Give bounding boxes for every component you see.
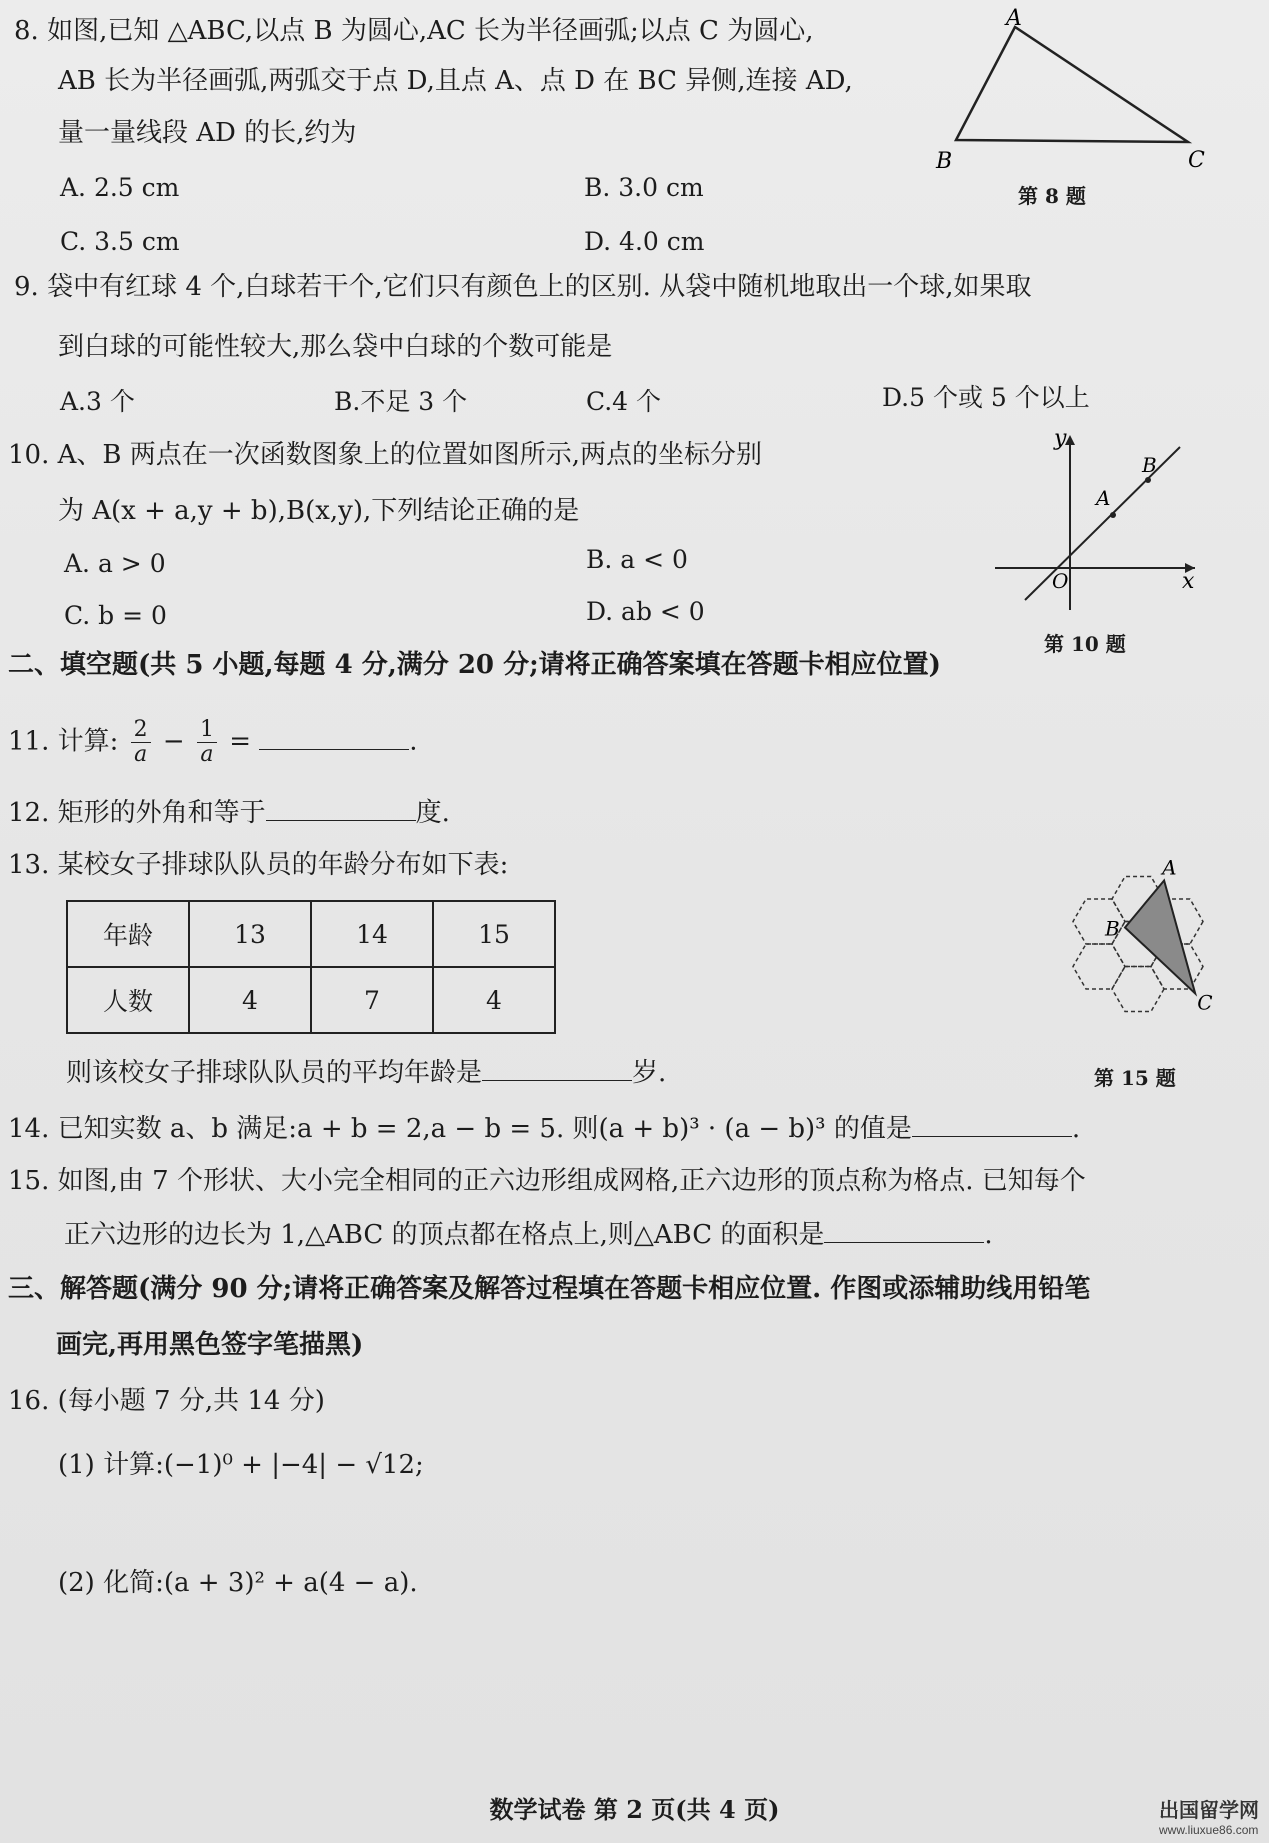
q11-minus: −	[162, 726, 185, 757]
label-a: A	[1096, 486, 1111, 510]
q16-part1: (1) 计算:(−1)⁰ + |−4| − √12;	[58, 1450, 424, 1480]
q8-line3: 量一量线段 AD 的长,约为	[58, 118, 357, 148]
section3-heading-line2: 画完,再用黑色签字笔描黑)	[56, 1330, 364, 1360]
q10-line1: 10. A、B 两点在一次函数图象上的位置如图所示,两点的坐标分别	[8, 440, 763, 470]
q9-option-b: B.不足 3 个	[334, 387, 468, 416]
q8-option-d: D. 4.0 cm	[584, 227, 705, 256]
label-y: y	[1054, 426, 1067, 451]
q11-fraction-1: $\frac{2}{a}$	[131, 718, 151, 767]
hexagon-cell	[1073, 944, 1125, 989]
q11-line	[8, 718, 418, 767]
q10-option-a: A. a > 0	[64, 549, 166, 578]
q15-line2	[64, 1216, 993, 1252]
label-a: A	[1162, 855, 1177, 880]
q15-line1: 15. 如图,由 7 个形状、大小完全相同的正六边形组成网格,正六边形的顶点称为格点. 已知每个	[8, 1166, 1086, 1196]
q10-caption: 第 10 题	[1044, 632, 1126, 656]
label-b: B	[1142, 453, 1157, 477]
q13-after	[66, 1054, 666, 1090]
label-c: C	[1197, 990, 1213, 1015]
q12-prefix: 12. 矩形的外角和等于	[8, 798, 266, 828]
table-row	[67, 901, 555, 967]
watermark-logo	[1159, 1794, 1259, 1837]
q14-answer-blank	[912, 1110, 1072, 1137]
q9-option-c: C.4 个	[586, 387, 662, 416]
q12-answer-blank	[266, 794, 416, 821]
q10-option-c: C. b = 0	[64, 601, 167, 630]
q12-line	[8, 794, 450, 830]
q15-line2-prefix: 正六边形的边长为 1,△ABC 的顶点都在格点上,则△ABC 的面积是	[64, 1220, 825, 1250]
q13-line1: 13. 某校女子排球队队员的年龄分布如下表:	[8, 850, 509, 880]
q15-end: .	[984, 1220, 993, 1250]
triangle-abc	[956, 27, 1188, 142]
q14-end: .	[1071, 1114, 1081, 1144]
hexagon-grid	[1073, 877, 1203, 1012]
q10-option-d: D. ab < 0	[586, 597, 705, 626]
q8-line2: AB 长为半径画弧,两弧交于点 D,且点 A、点 D 在 BC 异侧,连接 AD,	[58, 66, 853, 96]
q8-caption: 第 8 题	[1018, 184, 1086, 208]
label-b: B	[1105, 916, 1120, 941]
hexagon-cell	[1112, 967, 1164, 1012]
table-cell: 14	[311, 901, 433, 967]
point-b	[1145, 477, 1151, 483]
section3-heading-line1: 三、解答题(满分 90 分;请将正确答案及解答过程填在答题卡相应位置. 作图或添辅助线用铅笔	[8, 1274, 1091, 1304]
q13-after-suffix: 岁.	[632, 1058, 667, 1088]
label-b: B	[936, 149, 953, 174]
q14-line	[8, 1110, 1080, 1146]
q11-answer-blank	[259, 723, 409, 750]
q13-after-prefix: 则该校女子排球队队员的平均年龄是	[66, 1058, 483, 1088]
point-a	[1110, 512, 1116, 518]
page-footer: 数学试卷 第 2 页(共 4 页)	[489, 1795, 780, 1824]
label-c: C	[1188, 148, 1205, 173]
q8-option-b: B. 3.0 cm	[584, 173, 704, 202]
q10-option-b: B. a < 0	[586, 545, 688, 574]
q15-answer-blank	[824, 1216, 984, 1243]
q13-age-table	[66, 900, 556, 1034]
label-a: A	[1006, 6, 1022, 31]
q15-caption: 第 15 题	[1094, 1066, 1176, 1090]
table-row	[67, 967, 555, 1033]
triangle-abc	[1125, 881, 1195, 994]
table-cell: 7	[311, 967, 433, 1033]
watermark-name: 出国留学网	[1159, 1800, 1259, 1822]
table-cell: 15	[433, 901, 555, 967]
q9-option-d: D.5 个或 5 个以上	[882, 383, 1090, 412]
section2-heading: 二、填空题(共 5 小题,每题 4 分,满分 20 分;请将正确答案填在答题卡相应位置)	[8, 650, 941, 680]
q11-fraction-2: $\frac{1}{a}$	[197, 718, 217, 767]
q9-line1: 9. 袋中有红球 4 个,白球若干个,它们只有颜色上的区别. 从袋中随机地取出一个球,如果取	[14, 272, 1032, 302]
q8-option-a: A. 2.5 cm	[60, 173, 180, 202]
label-o: O	[1052, 569, 1069, 593]
y-axis-arrow	[1065, 435, 1075, 445]
q14-text: 14. 已知实数 a、b 满足:a + b = 2,a − b = 5. 则(a + b)³ · (a − b)³ 的值是	[8, 1114, 912, 1144]
table-cell: 13	[189, 901, 311, 967]
q8-option-c: C. 3.5 cm	[60, 227, 180, 256]
table-cell: 4	[189, 967, 311, 1033]
q12-suffix: 度.	[415, 798, 450, 828]
q9-line2: 到白球的可能性较大,那么袋中白球的个数可能是	[58, 332, 613, 362]
q13-answer-blank	[482, 1054, 632, 1081]
q8-line1: 8. 如图,已知 △ABC,以点 B 为圆心,AC 长为半径画弧;以点 C 为圆心,	[14, 16, 814, 46]
q11-prefix: 11. 计算:	[8, 726, 119, 757]
table-cell: 人数	[67, 967, 189, 1033]
q9-option-a: A.3 个	[60, 387, 135, 416]
table-cell: 年龄	[67, 901, 189, 967]
q10-graph-figure	[990, 425, 1210, 625]
watermark-url: www.liuxue86.com	[1159, 1823, 1259, 1837]
q11-end: .	[409, 726, 418, 757]
q15-hexagon-figure	[1038, 840, 1238, 1050]
q16-part2: (2) 化简:(a + 3)² + a(4 − a).	[58, 1568, 418, 1598]
table-cell: 4	[433, 967, 555, 1033]
q11-equals: =	[229, 726, 252, 757]
q8-triangle-figure	[920, 5, 1220, 205]
label-x: x	[1182, 569, 1195, 594]
q16-head: 16. (每小题 7 分,共 14 分)	[8, 1386, 325, 1416]
function-line	[1025, 447, 1180, 600]
q10-line2: 为 A(x + a,y + b),B(x,y),下列结论正确的是	[58, 496, 580, 526]
